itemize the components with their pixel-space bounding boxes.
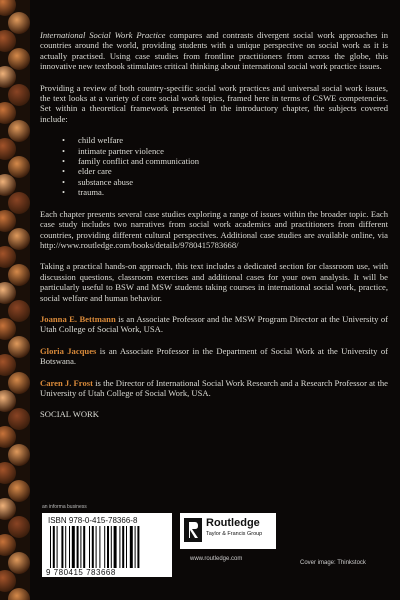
coin-shape bbox=[8, 516, 30, 538]
back-cover bbox=[30, 0, 400, 600]
book-title: International Social Work Practice bbox=[40, 30, 166, 40]
barcode bbox=[48, 526, 166, 568]
coin-shape bbox=[8, 444, 30, 466]
coin-shape bbox=[8, 192, 30, 214]
author-bio: Gloria Jacques is an Associate Professor in the Department of Social Work at the University of Botswana. bbox=[40, 345, 388, 367]
barcode-bar bbox=[89, 526, 90, 568]
overview-paragraph: Providing a review of both country-specific social work practices and universal social work issues, the text looks at a variety of core social work topics, framed here in terms of CSWE competencies. Set within a theoretical framework presented in the introductory chapter, the subjects covered include: bbox=[40, 82, 388, 124]
list-item: • trauma. bbox=[64, 187, 388, 197]
coin-shape bbox=[8, 84, 30, 106]
list-item: • family conflict and communication bbox=[64, 156, 388, 166]
author-bio: Joanna E. Bettmann is an Associate Professor and the MSW Program Director at the University of Utah College of Social Work, USA. bbox=[40, 313, 388, 335]
coin-shape bbox=[8, 588, 30, 600]
publisher-group: Taylor & Francis Group bbox=[206, 531, 263, 537]
barcode-bar bbox=[137, 526, 139, 568]
coin-shape bbox=[8, 372, 30, 394]
barcode-bar bbox=[104, 526, 105, 568]
isbn-label: ISBN 978-0-415-78366-8 bbox=[48, 516, 138, 525]
informa-label: an informa business bbox=[42, 504, 87, 510]
barcode-bar bbox=[83, 526, 85, 568]
list-item: • child welfare bbox=[64, 135, 388, 145]
publisher-name: Routledge bbox=[206, 517, 260, 529]
footer bbox=[42, 504, 392, 600]
cover-photo-strip bbox=[0, 0, 30, 600]
barcode-bar bbox=[119, 526, 120, 568]
coin-shape bbox=[8, 408, 30, 430]
publisher-logo bbox=[180, 513, 276, 549]
coin-shape bbox=[8, 120, 30, 142]
barcode-bar bbox=[130, 526, 133, 568]
barcode-bar bbox=[99, 526, 100, 568]
subject-category: SOCIAL WORK bbox=[40, 409, 99, 420]
coin-shape bbox=[8, 12, 30, 34]
author-name: Joanna E. Bettmann bbox=[40, 313, 116, 324]
barcode-bar bbox=[72, 526, 75, 568]
barcode-bar bbox=[114, 526, 117, 568]
coin-shape bbox=[8, 48, 30, 70]
ean-digits: 9 780415 783668 bbox=[46, 568, 116, 577]
cover-credit: Cover image: Thinkstock bbox=[300, 560, 366, 566]
routledge-icon bbox=[184, 518, 202, 542]
barcode-bar bbox=[77, 526, 79, 568]
coin-shape bbox=[8, 156, 30, 178]
barcode-bar bbox=[135, 526, 136, 568]
barcode-bar bbox=[111, 526, 112, 568]
barcode-bar bbox=[65, 526, 66, 568]
author-name: Gloria Jacques bbox=[40, 345, 97, 356]
barcode-bar bbox=[69, 526, 70, 568]
barcode-bar bbox=[126, 526, 127, 568]
case-study-paragraph: Each chapter presents several case studies exploring a range of issues within the broader topic. Each case study includes two narratives from social work academics and practitioners from different countries, providing different cultural perspectives. Additional case studies are available online, via http://www.routledge.com/books/details/9780415783668/ bbox=[40, 208, 388, 250]
barcode-bar bbox=[92, 526, 94, 568]
barcode-bar bbox=[53, 526, 55, 568]
coin-shape bbox=[8, 480, 30, 502]
isbn-barcode-box bbox=[42, 513, 172, 577]
barcode-bar bbox=[96, 526, 97, 568]
barcode-bar bbox=[61, 526, 63, 568]
barcode-bar bbox=[122, 526, 124, 568]
list-item: • elder care bbox=[64, 166, 388, 176]
coin-shape bbox=[8, 300, 30, 322]
coin-shape bbox=[8, 336, 30, 358]
topics-list bbox=[40, 135, 388, 197]
author-bio: Caren J. Frost is the Director of International Social Work Research and a Research Professor at the University of Utah College of Social Work, USA. bbox=[40, 377, 388, 398]
barcode-bar bbox=[57, 526, 58, 568]
barcode-bar bbox=[50, 526, 51, 568]
coin-shape bbox=[8, 228, 30, 250]
blurb-text bbox=[40, 30, 388, 431]
barcode-bar bbox=[80, 526, 81, 568]
list-item: • intimate partner violence bbox=[64, 146, 388, 156]
author-name: Caren J. Frost bbox=[40, 377, 93, 388]
barcode-bar bbox=[107, 526, 109, 568]
list-item: • substance abuse bbox=[64, 177, 388, 187]
coin-shape bbox=[8, 552, 30, 574]
publisher-url: www.routledge.com bbox=[190, 556, 243, 562]
approach-paragraph: Taking a practical hands-on approach, this text includes a dedicated section for classroom use, with discussion questions, classroom exercises and additional cases for your own analysis. It will be particularly useful to BSW and MSW students taking courses in international social work, practice, social welfare and human behavior. bbox=[40, 261, 388, 303]
intro-paragraph: International Social Work Practice compares and contrasts divergent social work approaches in countries around the world, providing students with a unique perspective on social work as it is actually practised. Using case studies from frontline practitioners from across the globe, this innovative new textbook stimulates critical thinking about international social work practice issues. bbox=[40, 30, 388, 72]
coin-shape bbox=[8, 264, 30, 286]
